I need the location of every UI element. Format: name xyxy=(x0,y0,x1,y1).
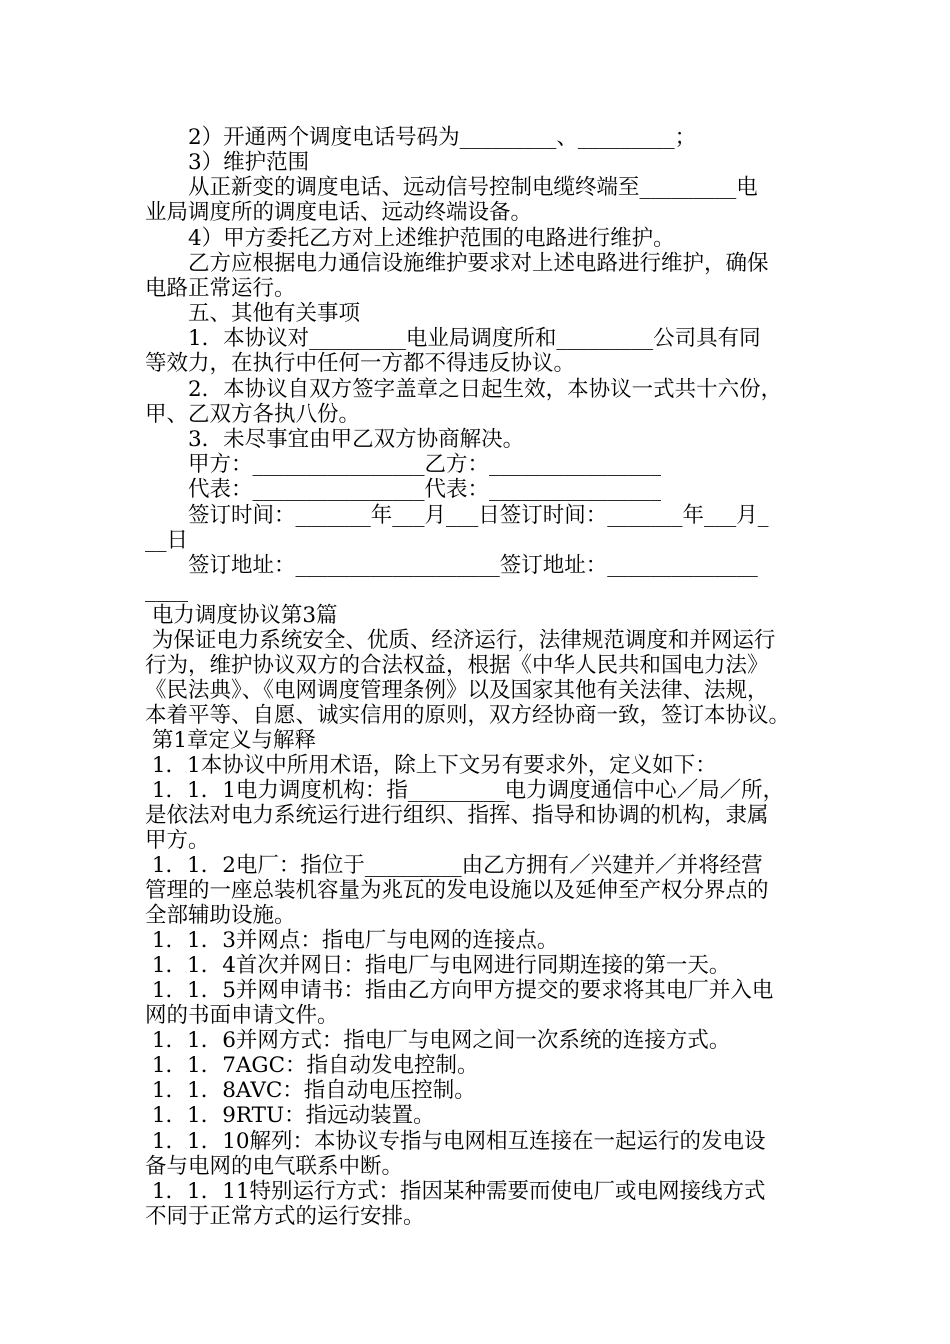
document-line: 是依法对电力系统运行进行组织、指挥、指导和协调的机构，隶属 xyxy=(145,803,769,828)
document-line: 《民法典》、《电网调度管理条例》以及国家其他有关法律、法规， xyxy=(145,678,769,703)
document-line: 从正新变的调度电话、远动信号控制电缆终端至_________电 xyxy=(145,175,758,200)
document-line: 为保证电力系统安全、优质、经济运行，法律规范调度和并网运行 xyxy=(145,628,776,653)
document-line: 甲、乙双方各执八份。 xyxy=(145,402,361,427)
document-line: 2．本协议自双方签字盖章之日起生效，本协议一式共十六份， xyxy=(145,377,783,402)
document-line: 乙方应根据电力通信设施维护要求对上述电路进行维护，确保 xyxy=(145,251,769,276)
document-line: 甲方：________________乙方：________________ xyxy=(145,452,662,477)
document-line: 网的书面申请文件。 xyxy=(145,1003,339,1028)
document-line: 1．1．11特别运行方式：指因某种需要而使电厂或电网接线方式 xyxy=(145,1179,766,1204)
document-line: 代表：________________代表：________________ xyxy=(145,477,662,502)
document-line: 1．1．10解列：本协议专指与电网相互连接在一起运行的发电设 xyxy=(145,1129,766,1154)
document-line: 3．未尽事宜由甲乙双方协商解决。 xyxy=(145,427,525,452)
document-line: 1．1．6并网方式：指电厂与电网之间一次系统的连接方式。 xyxy=(145,1028,731,1053)
document-line: 1．1．4首次并网日：指电厂与电网进行同期连接的第一天。 xyxy=(145,953,731,978)
document-line: 第1章定义与解释 xyxy=(145,728,317,753)
document-line: 全部辅助设施。 xyxy=(145,903,296,928)
document-line: 签订地址：___________________签订地址：______________ xyxy=(145,553,758,578)
document-line: 1．1．5并网申请书：指由乙方向甲方提交的要求将其电厂并入电 xyxy=(145,978,774,1003)
document-line: 4）甲方委托乙方对上述维护范围的电路进行维护。 xyxy=(145,226,675,251)
document-line: 管理的一座总装机容量为兆瓦的发电设施以及延伸至产权分界点的 xyxy=(145,878,769,903)
document-line: __日 xyxy=(145,528,189,553)
document-line: 3）维护范围 xyxy=(145,150,310,175)
document-line: 1．1．3并网点：指电厂与电网的连接点。 xyxy=(145,928,559,953)
document-line: 电力调度协议第3篇 xyxy=(145,603,338,628)
document-line: 不同于正常方式的运行安排。 xyxy=(145,1204,425,1229)
document-line: 业局调度所的调度电话、远动终端设备。 xyxy=(145,200,533,225)
document-line: 1．1．7AGC：指自动发电控制。 xyxy=(145,1053,479,1078)
document-line: 1．1．2电厂：指位于_________由乙方拥有／兴建并／并将经营 xyxy=(145,853,763,878)
document-line: 签订时间：_______年___月___日签订时间：_______年___月_ xyxy=(145,503,769,528)
document-line: 电路正常运行。 xyxy=(145,276,296,301)
document-line: 2）开通两个调度电话号码为_________、_________； xyxy=(145,125,697,150)
document-line: 甲方。 xyxy=(145,828,210,853)
document-line: 1．1．8AVC：指自动电压控制。 xyxy=(145,1078,476,1103)
document-line: 1．1本协议中所用术语，除上下文另有要求外，定义如下： xyxy=(145,753,717,778)
document-line: ____ xyxy=(145,578,188,603)
document-line: 等效力，在执行中任何一方都不得违反协议。 xyxy=(145,351,576,376)
document-line: 1．本协议对_________电业局调度所和_________公司具有同 xyxy=(145,326,761,351)
document-line: 行为，维护协议双方的合法权益，根据《中华人民共和国电力法》 xyxy=(145,653,769,678)
document-line: 1．1．9RTU：指远动装置。 xyxy=(145,1103,435,1128)
document-line: 1．1．1电力调度机构：指_________电力调度通信中心／局／所， xyxy=(145,778,785,803)
document-line: 五、其他有关事项 xyxy=(145,301,361,326)
document-line: 备与电网的电气联系中断。 xyxy=(145,1154,404,1179)
document-line: 本着平等、自愿、诚实信用的原则，双方经协商一致，签订本协议。 xyxy=(145,703,791,728)
